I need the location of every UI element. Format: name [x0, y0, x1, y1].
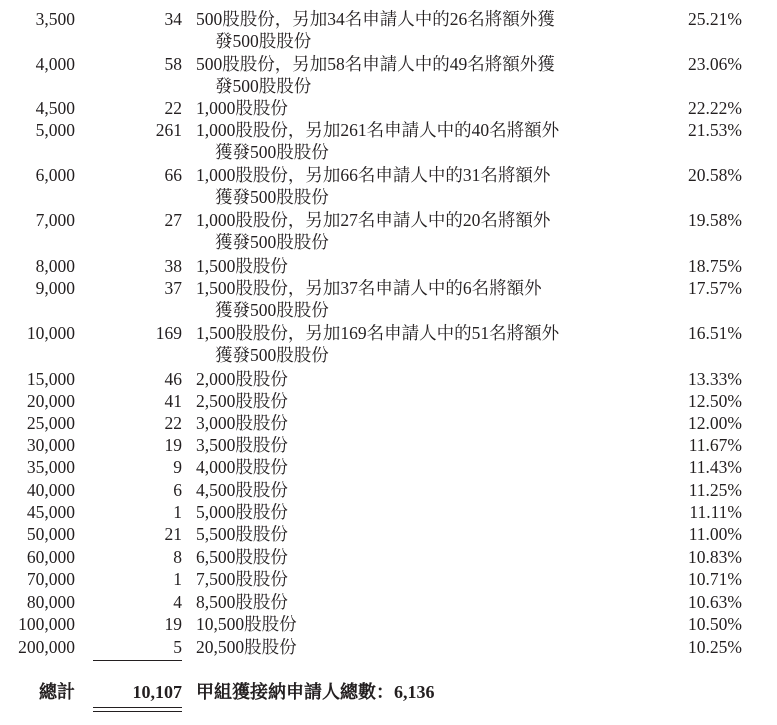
allotment-basis-line: 發500股股份 [215, 76, 312, 96]
allotment-basis-cell [196, 209, 616, 253]
allotment-basis-cell [196, 636, 616, 658]
allotment-basis-line: 4,000股股份 [196, 457, 288, 477]
shares-applied-cell: 50,000 [26, 524, 75, 544]
allotment-basis-line: 7,500股股份 [196, 569, 288, 589]
allotment-basis-cell [196, 568, 616, 590]
allotment-percentage-cell: 10.50% [688, 614, 742, 634]
valid-applications-cell: 1 [173, 569, 182, 589]
allotment-basis-cell [196, 456, 616, 478]
allotment-percentage-cell: 11.11% [689, 502, 742, 522]
allotment-basis-line: 5,000股股份 [196, 502, 288, 522]
allotment-basis-cell [196, 53, 616, 97]
shares-applied-cell: 30,000 [26, 435, 75, 455]
allotment-basis-cell [196, 119, 616, 163]
total-double-rule [93, 707, 182, 712]
allotment-percentage-cell: 23.06% [688, 54, 742, 74]
valid-applications-cell: 261 [155, 120, 182, 140]
allotment-percentage-cell: 11.25% [688, 480, 742, 500]
allotment-basis-line: 10,500股股份 [196, 614, 297, 634]
allotment-percentage-cell: 22.22% [688, 98, 742, 118]
valid-applications-cell: 22 [164, 98, 182, 118]
allotment-percentage-cell: 21.53% [688, 120, 742, 140]
allotment-percentage-cell: 11.43% [688, 457, 742, 477]
allotment-percentage-cell: 12.00% [688, 413, 742, 433]
allotment-basis-line: 發500股股份 [215, 31, 312, 51]
total-applications: 10,107 [132, 682, 182, 702]
shares-applied-cell: 60,000 [26, 547, 75, 567]
valid-applications-cell: 34 [164, 9, 182, 29]
allotment-percentage-cell: 10.83% [688, 547, 742, 567]
valid-applications-cell: 4 [173, 592, 182, 612]
allotment-percentage-cell: 20.58% [688, 165, 742, 185]
allotment-basis-cell [196, 255, 616, 277]
shares-applied-cell: 35,000 [26, 457, 75, 477]
allotment-basis-line: 1,000股股份 [196, 98, 288, 118]
allotment-basis-line: 500股股份，另加34名申請人中的26名將額外獲 [196, 9, 555, 29]
allotment-basis-line: 獲發500股股份 [215, 345, 329, 365]
shares-applied-cell: 80,000 [26, 592, 75, 612]
total-label: 總計 [39, 682, 75, 702]
allotment-basis-cell [196, 97, 616, 119]
allotment-basis-line: 5,500股股份 [196, 524, 288, 544]
valid-applications-cell: 169 [155, 323, 182, 343]
shares-applied-cell: 3,500 [35, 9, 75, 29]
allotment-percentage-cell: 18.75% [688, 256, 742, 276]
valid-applications-cell: 8 [173, 547, 182, 567]
shares-applied-cell: 40,000 [26, 480, 75, 500]
shares-applied-cell: 20,000 [26, 391, 75, 411]
valid-applications-cell: 1 [173, 502, 182, 522]
shares-applied-cell: 100,000 [18, 614, 75, 634]
allotment-basis-line: 獲發500股股份 [215, 300, 329, 320]
allotment-basis-line: 1,000股股份，另加66名申請人中的31名將額外 [196, 165, 551, 185]
allotment-percentage-cell: 17.57% [688, 278, 742, 298]
allotment-basis-cell [196, 591, 616, 613]
shares-applied-cell: 7,000 [35, 210, 75, 230]
allotment-basis-line: 1,500股股份 [196, 256, 288, 276]
allotment-percentage-cell: 11.67% [688, 435, 742, 455]
valid-applications-cell: 5 [173, 637, 182, 657]
allotment-basis-cell [196, 546, 616, 568]
allotment-percentage-cell: 12.50% [688, 391, 742, 411]
allotment-basis-cell [196, 277, 616, 321]
valid-applications-cell: 19 [164, 435, 182, 455]
allotment-percentage-cell: 11.00% [688, 524, 742, 544]
allotment-basis-cell [196, 412, 616, 434]
allotment-basis-cell [196, 8, 616, 52]
shares-applied-cell: 15,000 [26, 369, 75, 389]
allotment-percentage-cell: 19.58% [688, 210, 742, 230]
allotment-basis-line: 500股股份，另加58名申請人中的49名將額外獲 [196, 54, 555, 74]
shares-applied-cell: 45,000 [26, 502, 75, 522]
allotment-basis-cell [196, 501, 616, 523]
allotment-basis-line: 獲發500股股份 [215, 232, 329, 252]
shares-applied-cell: 9,000 [35, 278, 75, 298]
valid-applications-cell: 19 [164, 614, 182, 634]
shares-applied-cell: 4,000 [35, 54, 75, 74]
subtotal-rule [93, 660, 182, 661]
allotment-basis-line: 3,000股股份 [196, 413, 288, 433]
valid-applications-cell: 22 [164, 413, 182, 433]
total-successful-applicants: 甲組獲接納申請人總數：6,136 [196, 682, 435, 702]
allotment-basis-line: 2,000股股份 [196, 369, 288, 389]
allotment-percentage-cell: 10.25% [688, 637, 742, 657]
allotment-basis-line: 獲發500股股份 [215, 142, 329, 162]
valid-applications-cell: 46 [164, 369, 182, 389]
allotment-basis-line: 6,500股股份 [196, 547, 288, 567]
shares-applied-cell: 4,500 [35, 98, 75, 118]
allotment-percentage-cell: 10.71% [688, 569, 742, 589]
allotment-basis-cell [196, 390, 616, 412]
allotment-basis-line: 20,500股股份 [196, 637, 297, 657]
allotment-percentage-cell: 25.21% [688, 9, 742, 29]
allotment-basis-line: 1,500股股份，另加37名申請人中的6名將額外 [196, 278, 542, 298]
shares-applied-cell: 5,000 [35, 120, 75, 140]
allotment-percentage-cell: 10.63% [688, 592, 742, 612]
allotment-basis-line: 2,500股股份 [196, 391, 288, 411]
valid-applications-cell: 66 [164, 165, 182, 185]
allotment-basis-line: 1,000股股份，另加27名申請人中的20名將額外 [196, 210, 551, 230]
allotment-basis-line: 1,500股股份，另加169名申請人中的51名將額外 [196, 323, 560, 343]
shares-applied-cell: 8,000 [35, 256, 75, 276]
shares-applied-cell: 200,000 [18, 637, 75, 657]
allotment-basis-line: 獲發500股股份 [215, 187, 329, 207]
allotment-basis-cell [196, 479, 616, 501]
shares-applied-cell: 70,000 [26, 569, 75, 589]
valid-applications-cell: 9 [173, 457, 182, 477]
shares-applied-cell: 10,000 [26, 323, 75, 343]
valid-applications-cell: 37 [164, 278, 182, 298]
allotment-basis-line: 1,000股股份，另加261名申請人中的40名將額外 [196, 120, 560, 140]
shares-applied-cell: 25,000 [26, 413, 75, 433]
valid-applications-cell: 41 [164, 391, 182, 411]
allotment-basis-cell [196, 368, 616, 390]
valid-applications-cell: 38 [164, 256, 182, 276]
allotment-basis-cell [196, 523, 616, 545]
allotment-basis-cell [196, 613, 616, 635]
shares-applied-cell: 6,000 [35, 165, 75, 185]
allotment-basis-line: 8,500股股份 [196, 592, 288, 612]
valid-applications-cell: 21 [164, 524, 182, 544]
valid-applications-cell: 6 [173, 480, 182, 500]
allotment-basis-line: 4,500股股份 [196, 480, 288, 500]
allotment-basis-cell [196, 434, 616, 456]
allotment-percentage-cell: 16.51% [688, 323, 742, 343]
valid-applications-cell: 58 [164, 54, 182, 74]
allotment-basis-cell [196, 322, 616, 366]
valid-applications-cell: 27 [164, 210, 182, 230]
allotment-basis-line: 3,500股股份 [196, 435, 288, 455]
allotment-percentage-cell: 13.33% [688, 369, 742, 389]
allotment-basis-cell [196, 164, 616, 208]
